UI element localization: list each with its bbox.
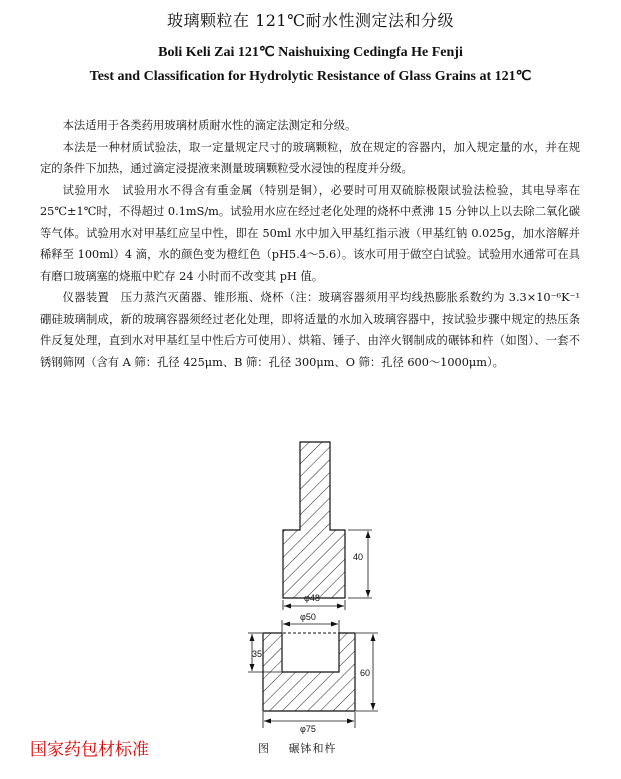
mortar-height-label: 60: [360, 668, 371, 678]
mortar-pestle-figure: [0, 440, 621, 740]
body-text: [40, 115, 580, 373]
pestle-drawing: [283, 442, 372, 610]
cavity-diameter-label: φ50: [300, 612, 316, 622]
paragraph-apparatus: 仪器装置 压力蒸汽灭菌器、锥形瓶、烧杯（注：玻璃容器须用平均线热膨胀系数约为 3.3×10⁻⁶K⁻¹ 硼硅玻璃制成，新的玻璃容器须经过老化处理，即将适量的水加入玻璃容器中，按试验步骤中规定的热压条件反复处理，直到水对甲基红呈中性后方可使用）、烘箱、锤子、由淬火钢制成的碾钵和杵（如图）、一套不锈钢筛网（含有 A 筛：孔径 425μm、B 筛：孔径 300μm、O 筛：孔径 600～1000μm）。: [40, 291, 580, 369]
page-title-en: Test and Classification for Hydrolytic Resistance of Glass Grains at 121℃: [89, 69, 532, 84]
paragraph-scope: 本法适用于各类药用玻璃材质耐水性的滴定法测定和分级。: [62, 119, 357, 132]
paragraph-test-water: 试验用水 试验用水不得含有重金属（特别是铜），必要时可用双硫腙极限试验法检验，其电导率在 25℃±1℃时，不得超过 0.1mS/m。试验用水应在经过老化处理的烧杯中煮沸 15 分钟以上以去除二氧化碳等气体。试验用水对甲基红应呈中性，即在 50ml 水中加入甲基红指示液（甲基红钠 0.025g，加水溶解并稀释至 100ml）4 滴，水的颜色变为橙红色（pH5.4～5.6）。该水可用于做空白试验。试验用水通常可在具有磨口玻璃塞的烧瓶中贮存 24 小时而不改变其 pH 值。: [40, 183, 580, 283]
pestle-height-label: 40: [353, 552, 364, 562]
watermark-text: 国家药包材标准: [30, 740, 149, 760]
pestle-diameter-label: φ48: [304, 593, 320, 603]
mortar-drawing: [248, 612, 378, 734]
figure-caption: [258, 740, 337, 756]
page-title-cn: 玻璃颗粒在 121℃耐水性测定法和分级: [166, 11, 455, 30]
figure-caption-text: 碾钵和杵: [288, 742, 337, 755]
page-title-pinyin: Boli Keli Zai 121℃ Naishuixing Cedingfa He Fenji: [158, 45, 463, 60]
paragraph-principle: 本法是一种材质试验法，取一定量规定尺寸的玻璃颗粒，放在规定的容器内，加入规定量的水，并在规定的条件下加热，通过滴定浸提液来测量玻璃颗粒受水浸蚀的程度并分级。: [40, 140, 580, 175]
cavity-depth-label: 35: [252, 649, 263, 659]
mortar-diameter-label: φ75: [300, 724, 316, 734]
figure-caption-label: 图: [258, 742, 270, 755]
